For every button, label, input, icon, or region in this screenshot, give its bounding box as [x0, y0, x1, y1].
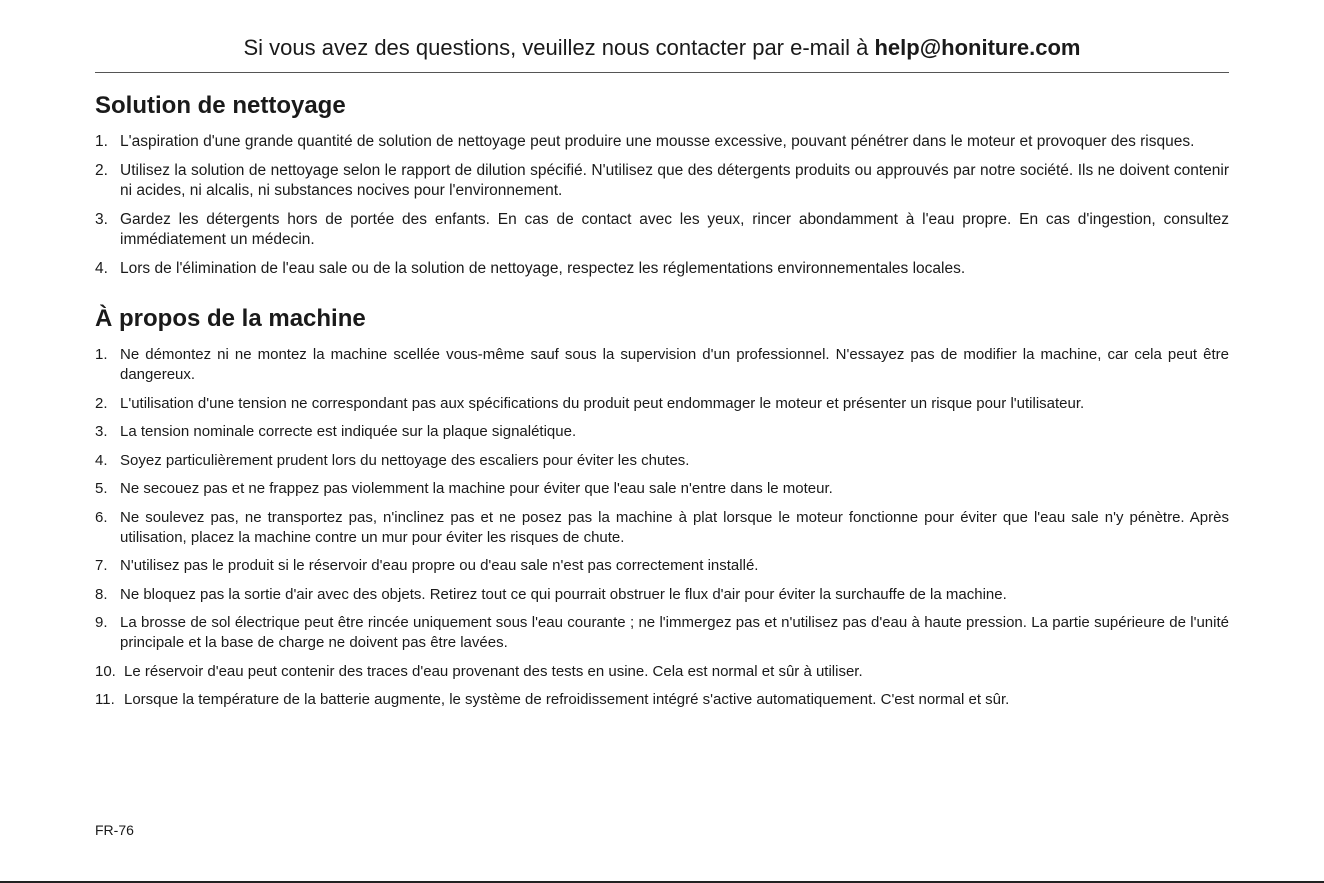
- about-machine-list: [95, 345, 1229, 710]
- page-header: [95, 31, 1229, 65]
- list-item: [95, 345, 1229, 385]
- list-item: [95, 613, 1229, 653]
- list-item: [95, 690, 1229, 710]
- list-item: [95, 662, 1229, 682]
- item-text: Ne soulevez pas, ne transportez pas, n'inclinez pas et ne posez pas la machine à plat lorsque le moteur fonctionne pour éviter que l'eau sale n'y pénètre. Après utilisation, placez la machine contre un mur pour éviter les risques de chute.: [120, 508, 1229, 546]
- header-divider: [95, 72, 1229, 73]
- list-item: [95, 585, 1229, 605]
- list-item: [95, 479, 1229, 499]
- item-number: 2.: [95, 394, 108, 412]
- header-text: Si vous avez des questions, veuillez nous contacter par e-mail à: [243, 35, 875, 60]
- item-number: 5.: [95, 480, 108, 497]
- item-text: Gardez les détergents hors de portée des enfants. En cas de contact avec les yeux, rincer abondamment à l'eau propre. En cas d'ingestion, consultez immédiatement un médecin.: [120, 211, 1229, 248]
- list-item: [95, 210, 1229, 250]
- item-number: 10.: [95, 662, 116, 680]
- list-item: [95, 259, 1229, 279]
- item-number: 8.: [95, 585, 108, 603]
- cleaning-solution-list: [95, 132, 1229, 279]
- item-number: 7.: [95, 557, 108, 574]
- item-number: 1.: [95, 133, 108, 150]
- item-text: L'aspiration d'une grande quantité de solution de nettoyage peut produire une mousse excessive, pouvant pénétrer dans le moteur et provoquer des risques.: [120, 133, 1195, 150]
- page-number: FR-76: [95, 822, 134, 838]
- item-number: 6.: [95, 508, 108, 526]
- list-item: [95, 451, 1229, 471]
- item-text: Utilisez la solution de nettoyage selon le rapport de dilution spécifié. N'utilisez que des détergents produits ou approuvés par notre société. Ils ne doivent contenir ni acides, ni alcalis, ni substances nocives pour l'environnement.: [120, 162, 1229, 199]
- list-item: [95, 132, 1229, 152]
- list-item: [95, 556, 1229, 576]
- item-number: 2.: [95, 162, 108, 179]
- item-text: L'utilisation d'une tension ne correspondant pas aux spécifications du produit peut endommager le moteur et présenter un risque pour l'utilisateur.: [120, 394, 1085, 412]
- contact-email: help@honiture.com: [874, 35, 1081, 60]
- item-text: La tension nominale correcte est indiquée sur la plaque signalétique.: [120, 423, 577, 440]
- item-number: 4.: [95, 260, 108, 277]
- section-title-about-machine: À propos de la machine: [95, 305, 366, 332]
- list-item: [95, 161, 1229, 201]
- item-text: La brosse de sol électrique peut être rincée uniquement sous l'eau courante ; ne l'immergez pas et n'utilisez pas d'eau à haute pression. La partie supérieure de l'unité principale et la base de charge ne doivent pas être lavées.: [120, 614, 1229, 651]
- item-number: 9.: [95, 614, 108, 631]
- item-text: Ne secouez pas et ne frappez pas violemment la machine pour éviter que l'eau sale n'entre dans le moteur.: [120, 480, 833, 497]
- item-number: 1.: [95, 346, 108, 363]
- page-content: [95, 86, 1229, 719]
- list-item: [95, 508, 1229, 548]
- list-item: [95, 422, 1229, 442]
- item-text: Ne démontez ni ne montez la machine scellée vous-même sauf sous la supervision d'un professionnel. N'essayez pas de modifier la machine, car cela peut être dangereux.: [120, 346, 1229, 383]
- item-text: Lorsque la température de la batterie augmente, le système de refroidissement intégré s'active automatiquement. C'est normal et sûr.: [124, 691, 1010, 708]
- item-text: Ne bloquez pas la sortie d'air avec des objets. Retirez tout ce qui pourrait obstruer le flux d'air pour éviter la surchauffe de la machine.: [120, 585, 1007, 603]
- item-number: 11.: [95, 691, 115, 708]
- item-number: 3.: [95, 423, 108, 440]
- item-text: Soyez particulièrement prudent lors du nettoyage des escaliers pour éviter les chutes.: [120, 451, 690, 469]
- item-number: 3.: [95, 211, 108, 228]
- list-item: [95, 394, 1229, 414]
- item-text: Lors de l'élimination de l'eau sale ou de la solution de nettoyage, respectez les réglementations environnementales locales.: [120, 260, 966, 277]
- item-text: Le réservoir d'eau peut contenir des traces d'eau provenant des tests en usine. Cela est normal et sûr à utiliser.: [124, 662, 863, 680]
- section-title-cleaning-solution: Solution de nettoyage: [95, 92, 346, 119]
- item-number: 4.: [95, 451, 108, 469]
- item-text: N'utilisez pas le produit si le réservoir d'eau propre ou d'eau sale n'est pas correctement installé.: [120, 557, 759, 574]
